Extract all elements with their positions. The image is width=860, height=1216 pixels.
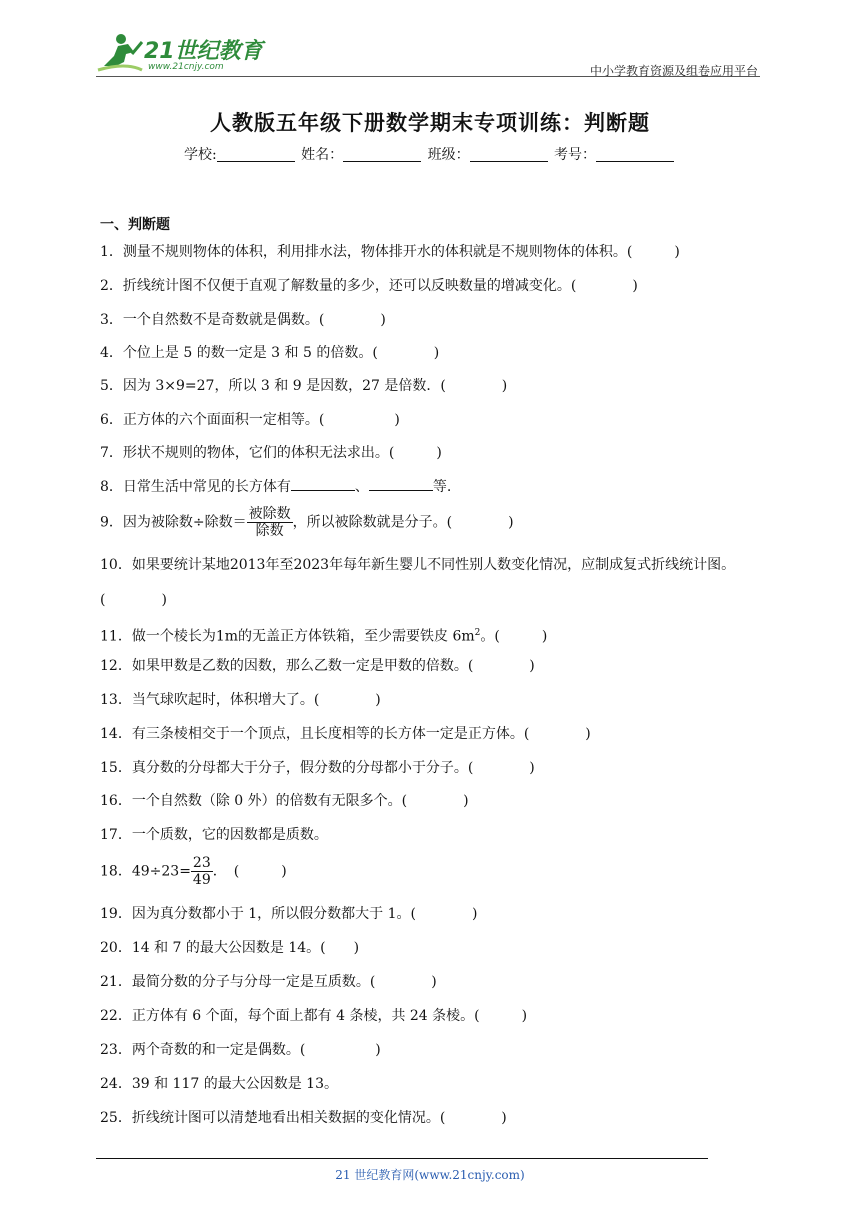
question-number: 4． [100,345,123,361]
platform-label: 中小学教育资源及组卷应用平台 [589,64,758,78]
question-number: 18． [100,863,132,880]
question-text: 形状不规则的物体，它们的体积无法求出。( ) [122,445,442,461]
question-text: 如果甲数是乙数的因数，那么乙数一定是甲数的倍数。( ) [131,658,535,674]
question-number: 16． [100,793,132,809]
question-number: 14． [100,726,132,742]
school-label: 学校: [183,147,217,163]
fraction [191,855,213,888]
question-text: 折线统计图可以清楚地看出相关数据的变化情况。( ) [131,1110,507,1126]
fraction [247,506,293,539]
class-field[interactable] [470,147,548,162]
question-8 [100,478,451,496]
question-text: 。( ) [480,628,548,645]
question-13 [100,691,381,709]
question-number: 21． [100,974,132,990]
question-number: 5． [100,378,123,394]
question-14 [100,725,591,743]
question-number: 23． [100,1042,132,1058]
question-text: 一个自然数不是奇数就是偶数。( ) [122,312,386,328]
question-number: 17． [100,827,132,843]
question-5 [100,377,507,395]
exam-no-label: 考号： [554,147,597,163]
question-separator: 、 [354,479,369,495]
question-number: 15． [100,760,132,776]
question-text: 最简分数的分子与分母一定是互质数。( ) [131,974,437,990]
question-text: 做一个棱长为1m的无盖正方体铁箱，至少需要铁皮 6m [131,628,475,645]
question-25 [100,1109,507,1127]
question-text: 因为被除数÷除数＝ [122,514,247,531]
question-text: 如果要统计某地2013年至2023年每年新生婴儿不同性别人数变化情况，应制成复式折线统计图。 [131,557,736,573]
question-text: 因为真分数都小于 1，所以假分数都大于 1。( ) [131,906,478,922]
question-text: 等. [432,479,452,495]
question-number: 20． [100,940,132,956]
superscript: 2 [474,628,481,638]
question-12 [100,657,535,675]
question-text: ，所以被除数就是分子。( ) [292,514,514,531]
school-field[interactable] [217,147,295,162]
question-text: 39 和 117 的最大公因数是 13。 [131,1076,338,1092]
name-label: 姓名： [301,147,344,163]
question-6 [100,411,400,429]
answer-blank[interactable] [291,478,355,491]
student-info-row [0,144,860,164]
question-10-cont [100,591,167,609]
question-4 [100,344,439,362]
question-22 [100,1007,527,1025]
logo-url: www.21cnjy.com [148,62,224,72]
question-number: 13． [100,692,132,708]
question-23 [100,1041,381,1059]
name-field[interactable] [343,147,421,162]
question-number: 3． [100,312,123,328]
question-7 [100,444,442,462]
question-number: 11． [100,628,132,645]
question-number: 7． [100,445,123,461]
footer-divider [96,1158,708,1159]
question-text: 正方体的六个面面积一定相等。( ) [122,412,400,428]
question-text: 个位上是 5 的数一定是 3 和 5 的倍数。( ) [122,345,440,361]
question-text: 一个自然数（除 0 外）的倍数有无限多个。( ) [131,793,469,809]
question-text: 49÷23= [131,863,191,880]
question-15 [100,759,535,777]
question-20 [100,939,359,957]
question-16 [100,792,469,810]
question-text: 测量不规则物体的体积，利用排水法，物体排开水的体积就是不规则物体的体积。( ) [122,244,680,260]
question-text: 有三条棱相交于一个顶点，且长度相等的长方体一定是正方体。( ) [131,726,591,742]
question-text: 日常生活中常见的长方体有 [122,479,291,495]
question-text: ． ( ) [212,863,287,880]
question-9 [100,506,514,539]
question-3 [100,311,386,329]
section-title: 一、判断题 [100,217,170,233]
question-text: 当气球吹起时，体积增大了。( ) [131,692,381,708]
question-text: 因为 3×9=27，所以 3 和 9 是因数，27 是倍数．( ) [122,378,508,394]
question-number: 25． [100,1110,132,1126]
question-24 [100,1075,338,1093]
question-text: 14 和 7 的最大公因数是 14。( ) [131,940,360,956]
fraction-denominator: 除数 [255,523,284,539]
question-1 [100,243,680,261]
question-17 [100,826,328,844]
question-text: ( ) [100,592,167,608]
fraction-numerator: 被除数 [248,506,291,522]
question-text: 折线统计图不仅便于直观了解数量的多少，还可以反映数量的增减变化。( ) [122,278,638,294]
question-number: 2． [100,278,123,294]
header-divider [96,76,760,77]
question-number: 6． [100,412,123,428]
question-text: 真分数的分母都大于分子，假分数的分母都小于分子。( ) [131,760,535,776]
question-number: 1． [100,244,123,260]
question-21 [100,973,437,991]
page-header [96,32,760,78]
answer-blank[interactable] [369,478,433,491]
question-11 [100,624,547,646]
question-2 [100,277,638,295]
question-text: 两个奇数的和一定是偶数。( ) [131,1042,381,1058]
question-number: 8． [100,479,123,495]
question-text: 正方体有 6 个面，每个面上都有 4 条棱，共 24 条棱。( ) [131,1008,528,1024]
question-number: 12． [100,658,132,674]
site-logo[interactable] [96,32,266,76]
question-text: 一个质数，它的因数都是质数。 [131,827,328,843]
logo-text: 21世纪教育 [144,39,263,64]
question-number: 10． [100,557,132,573]
question-10 [100,556,735,574]
question-18 [100,855,287,888]
question-19 [100,905,477,923]
fraction-numerator: 23 [192,855,211,871]
question-number: 24． [100,1076,132,1092]
fraction-denominator: 49 [192,872,211,888]
class-label: 班级： [427,147,470,163]
question-number: 9． [100,514,123,531]
question-number: 22． [100,1008,132,1024]
footer-link[interactable]: 21 世纪教育网(www.21cnjy.com) [335,1168,525,1182]
exam-no-field[interactable] [596,147,674,162]
question-number: 19． [100,906,132,922]
page-title: 人教版五年级下册数学期末专项训练：判断题 [210,110,650,135]
